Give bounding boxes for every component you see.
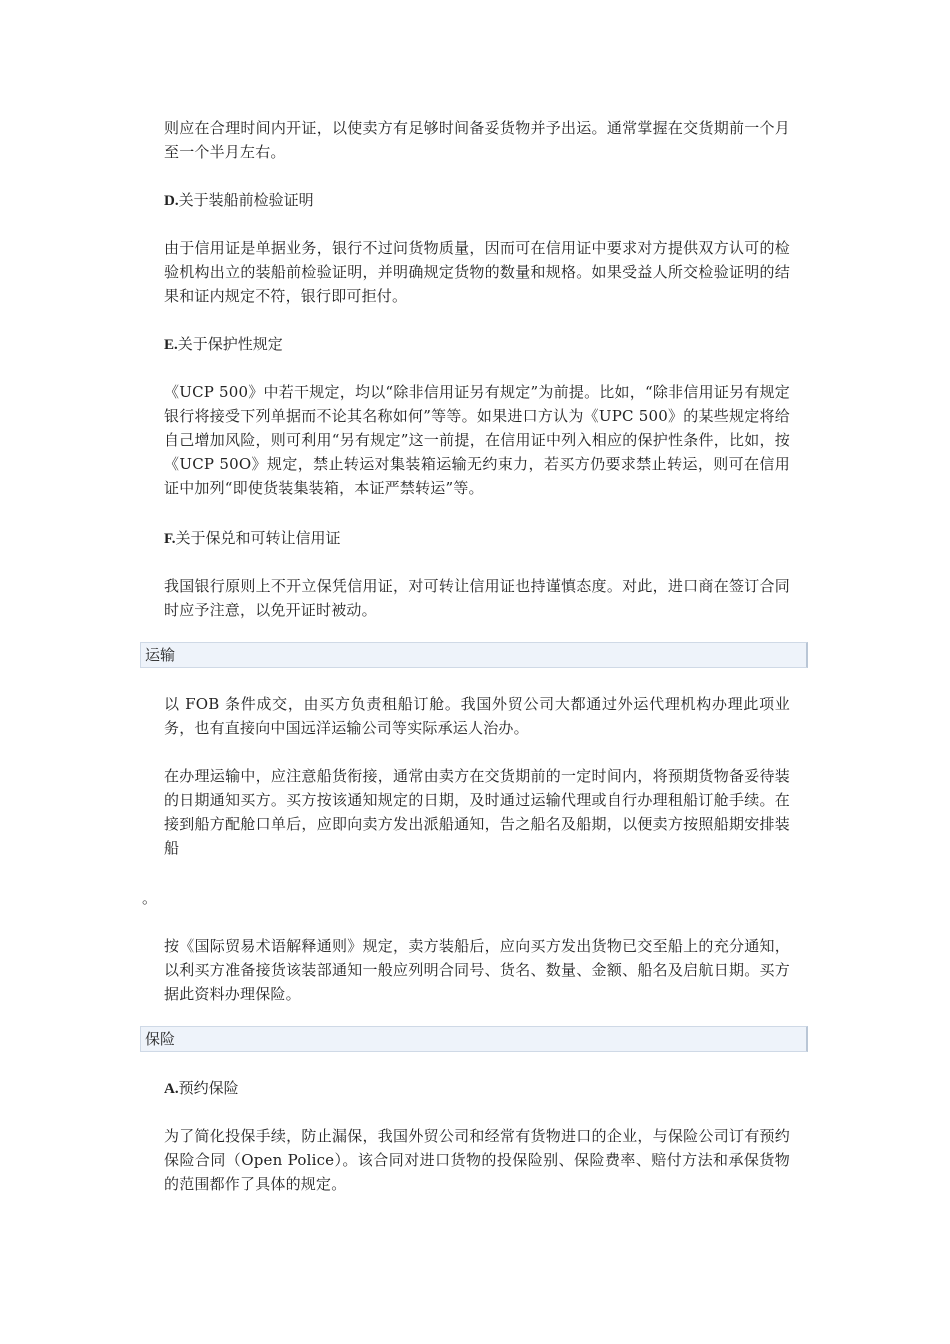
section-title: 保险 [145,1030,176,1048]
section-title: 运输 [145,646,176,664]
paragraph-fob-shipping: 以 FOB 条件成交，由买方负责租船订舱。我国外贸公司大都通过外运代理机构办理此项业务，也有直接向中国远洋运输公司等实际承运人治办。 [164,695,790,737]
stray-period: 。 [142,889,158,907]
paragraph-shipment-notice: 按《国际贸易术语解释通则》规定，卖方装船后，应向买方发出货物已交至船上的充分通知，以利买方准备接货该装部通知一般应列明合同号、货名、数量、金额、船名及启航日期。买方据此资料办理保险。 [164,937,790,1003]
subheading-letter: D. [164,193,179,209]
paragraph-inspection-certificate: 由于信用证是单据业务，银行不过问货物质量，因而可在信用证中要求对方提供双方认可的检验机构出立的装船前检验证明，并明确规定货物的数量和规格。如果受益人所交检验证明的结果和证内规定不符，银行即可拒付。 [164,239,790,305]
paragraph-protective-provisions: 《UCP 500》中若干规定，均以“除非信用证另有规定”为前提。比如，“除非信用证另有规定银行将接受下列单据而不论其名称如何”等等。如果进口方认为《UPC 500》的某些规定将给自己增加风险，则可利用“另有规定”这一前提，在信用证中列入相应的保护性条件，比如，按《UCP 50O》规定，禁止转运对集装箱运输无约束力，若买方仍要求禁止转运，则可在信用证中加列“即使货装集装箱，本证严禁转运”等。 [164,383,790,497]
subheading-letter: A. [164,1081,179,1097]
subheading-title: 关于保兑和可转让信用证 [175,529,341,547]
subheading-f [164,526,341,551]
paragraph-open-policy: 为了简化投保手续，防止漏保，我国外贸公司和经常有货物进口的企业，与保险公司订有预约保险合同（Open Police）。该合同对进口货物的投保险别、保险费率、赔付方法和承保货物的范围都作了具体的规定。 [164,1127,790,1193]
paragraph-lc-opening-time: 则应在合理时间内开证，以使卖方有足够时间备妥货物并予出运。通常掌握在交货期前一个月至一个半月左右。 [164,119,790,161]
subheading-title: 预约保险 [178,1079,239,1097]
subheading-letter: F. [164,531,176,547]
subheading-title: 关于装船前检验证明 [178,191,314,209]
section-header-insurance [140,1026,808,1052]
paragraph-shipping-coordination: 在办理运输中，应注意船货衔接，通常由卖方在交货期前的一定时间内，将预期货物备妥待装的日期通知买方。买方按该通知规定的日期，及时通过运输代理或自行办理租船订舱手续。在接到船方配舱口单后，应即向卖方发出派船通知，告之船名及船期，以便卖方按照船期安排装船 [164,767,790,857]
subheading-e [164,332,283,357]
subheading-d [164,188,314,213]
subheading-a [164,1076,239,1101]
subheading-letter: E. [164,337,178,353]
section-header-transport [140,642,808,668]
subheading-title: 关于保护性规定 [177,335,283,353]
paragraph-confirmed-transferable-lc: 我国银行原则上不开立保凭信用证，对可转让信用证也持谨慎态度。对此，进口商在签订合同时应予注意，以免开证时被动。 [164,577,790,619]
